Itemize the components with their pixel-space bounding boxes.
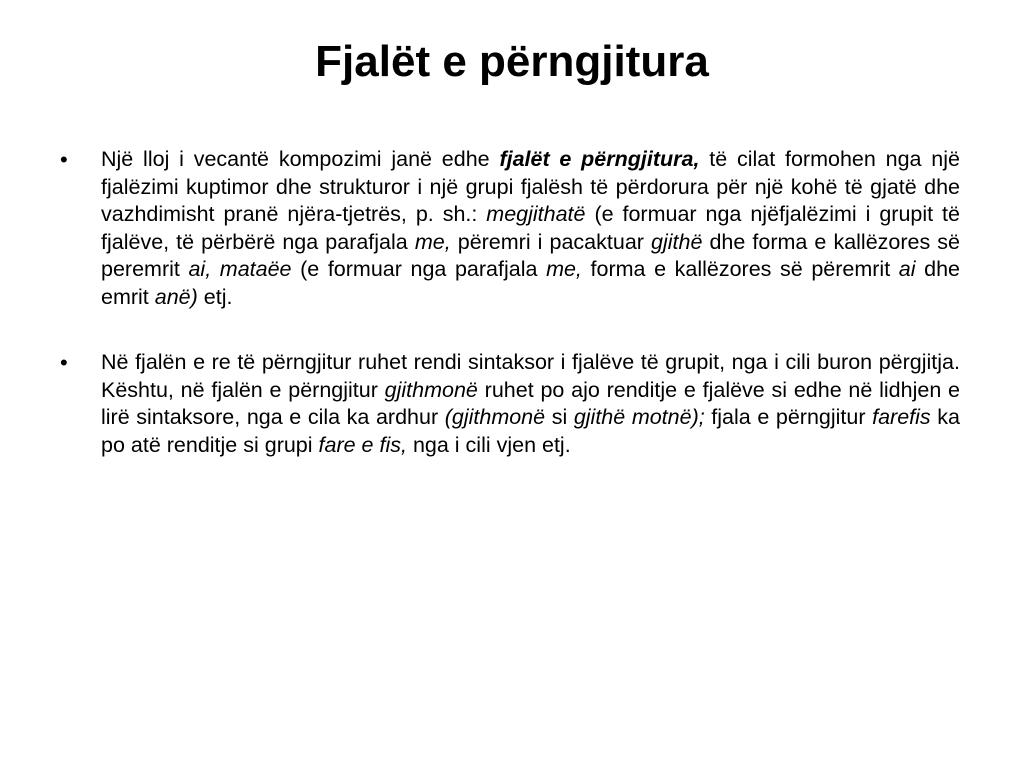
text-segment: (e formuar nga parafjala <box>291 257 547 281</box>
bullet-icon: • <box>60 350 68 375</box>
bullet-text-2 <box>101 349 960 459</box>
bullet-item-1 <box>60 146 960 311</box>
text-segment-bold-italic: fjalët e përngjitura, <box>499 147 700 171</box>
text-segment-italic: anë) <box>154 284 198 309</box>
text-segment: si <box>545 405 574 429</box>
bullet-text-1 <box>101 146 960 311</box>
text-segment: dhe emrit <box>101 257 961 309</box>
text-segment-italic: gjithë <box>651 229 703 254</box>
text-segment-italic: megjithatë <box>486 202 586 226</box>
text-segment: Në fjalën e re të përngjitur ruhet rendi sintaksor i fjalëve të grupit, nga i cili buron përgjitja. Kështu, në fjalën e përngjitur <box>101 350 960 402</box>
bullet-item-2 <box>60 349 960 459</box>
text-segment-italic: ai, mataëe <box>188 257 292 281</box>
text-segment: forma e kallëzores së përemrit <box>581 257 899 281</box>
text-segment: fjala e përngjitur <box>704 405 873 429</box>
text-segment: nga i cili vjen etj. <box>406 432 571 457</box>
bullet-list <box>60 146 960 459</box>
text-segment: Një lloj i vecantë kompozimi janë edhe <box>101 147 500 171</box>
text-segment-italic: gjithë motnë); <box>573 405 705 429</box>
text-segment: ka po atë renditje si grupi <box>101 405 960 457</box>
text-segment-italic: fare e fis, <box>318 432 407 457</box>
text-segment-italic: me, <box>546 257 582 281</box>
text-segment: etj. <box>197 284 233 309</box>
slide-title: Fjalët e përngjitura <box>315 37 709 86</box>
bullet-icon: • <box>60 147 68 172</box>
text-segment: dhe forma e kallëzores së peremrit <box>101 229 961 281</box>
text-segment: ruhet po ajo renditje e fjalëve si edhe në lidhjen e lirë sintaksore, nga e cila ka ardhur <box>101 377 960 429</box>
slide-content <box>60 146 960 459</box>
text-segment-italic: (gjithmonë <box>444 405 546 429</box>
text-segment-italic: me, <box>414 229 451 254</box>
text-segment-italic: gjithmonë <box>384 377 478 402</box>
text-segment: përemri i pacaktuar <box>450 229 651 254</box>
text-segment-italic: ai <box>898 257 916 281</box>
text-segment-italic: farefis <box>872 405 931 429</box>
text-segment: të cilat formohen nga një fjalëzimi kuptimor dhe strukturor i një grupi fjalësh të përdorura për një kohë të gjatë dhe vazhdimisht pranë njëra-tjetrës, p. sh.: <box>101 147 960 226</box>
text-segment: (e formuar nga njëfjalëzimi i grupit të fjalëve, të përbërë nga parafjala <box>101 202 960 254</box>
